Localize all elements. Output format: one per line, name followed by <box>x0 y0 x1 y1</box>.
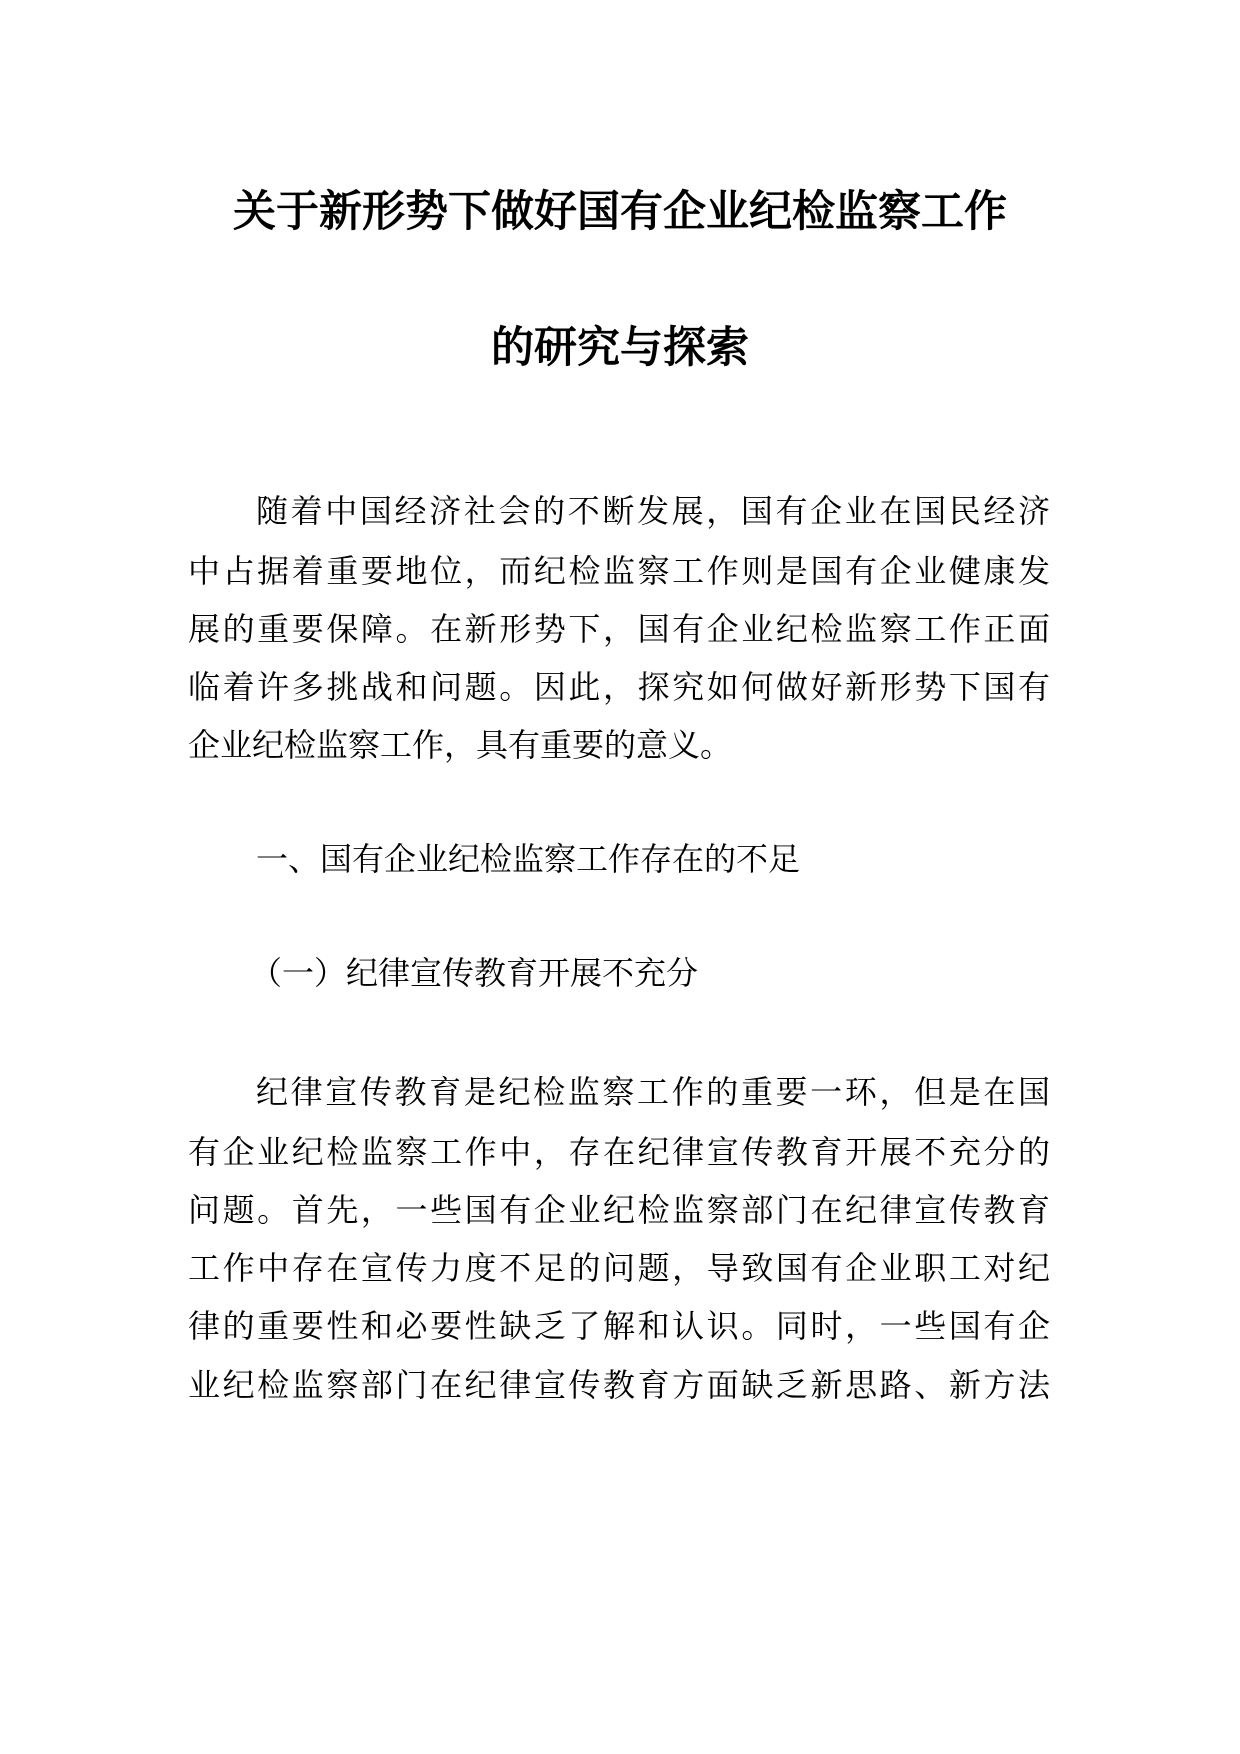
paragraph-line-4: 工作中存在宣传力度不足的问题，导致国有企业职工对纪 <box>188 1249 1050 1287</box>
paragraph-line-6: 业纪检监察部门在纪律宣传教育方面缺乏新思路、新方法 <box>188 1366 1050 1404</box>
intro-line-5: 企业纪检监察工作，具有重要的意义。 <box>188 726 733 764</box>
paragraph-line-5: 律的重要性和必要性缺乏了解和认识。同时，一些国有企 <box>188 1307 1050 1345</box>
subsection-heading: （一）纪律宣传教育开展不充分 <box>250 954 699 992</box>
intro-line-2: 中占据着重要地位，而纪检监察工作则是国有企业健康发 <box>188 552 1050 590</box>
document-title-line-2: 的研究与探索 <box>491 323 749 373</box>
document-title-line-1: 关于新形势下做好国有企业纪检监察工作 <box>233 187 1007 237</box>
intro-line-4: 临着许多挑战和问题。因此，探究如何做好新形势下国有 <box>188 668 1050 706</box>
section-heading: 一、国有企业纪检监察工作存在的不足 <box>256 840 801 878</box>
paragraph-line-2: 有企业纪检监察工作中，存在纪律宣传教育开展不充分的 <box>188 1133 1050 1171</box>
intro-line-3: 展的重要保障。在新形势下，国有企业纪检监察工作正面 <box>188 610 1050 648</box>
paragraph-line-3: 问题。首先，一些国有企业纪检监察部门在纪律宣传教育 <box>188 1191 1050 1229</box>
paragraph-line-1: 纪律宣传教育是纪检监察工作的重要一环，但是在国 <box>256 1073 1050 1111</box>
intro-line-1: 随着中国经济社会的不断发展，国有企业在国民经济 <box>256 492 1050 530</box>
